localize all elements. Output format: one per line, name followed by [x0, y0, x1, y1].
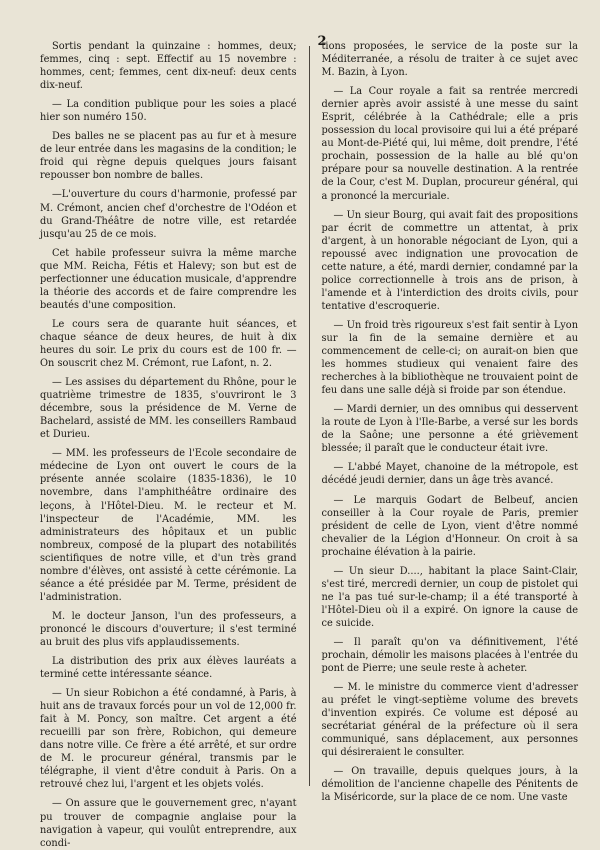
news-item: — MM. les professeurs de l'Ecole secondaire de médecine de Lyon ont ouvert le cours de la présente année scolaire (1835-1836), le 10 novembre, dans l'amphithéâtre ordinaire des leçons, à l'Hôtel-Dieu. M. le recteur et M. l'inspecteur de l'Académie, MM. les administrateurs des hôpitaux et un public nombreux, composé de la plupart des notabilités scientifiques de notre ville, et d'un très grand nombre d'élèves, ont assisté à cette cérémonie. La séance a été présidée par M. Terme, président de l'administration. — [40, 448, 297, 603]
column-divider — [309, 46, 310, 786]
news-item: Cet habile professeur suivra la même marche que MM. Reicha, Fétis et Halevy; son but est de perfectionner une éducation musicale, d'apprendre la théorie des accords et de faire comprendre les beautés d'une composition. — [40, 247, 297, 311]
page-number: 2 — [317, 34, 327, 49]
news-item: M. le docteur Janson, l'un des professeurs, a prononcé le discours d'ouverture; il s'est terminé au bruit des plus vifs applaudissements. — [40, 610, 297, 648]
right-column — [321, 40, 579, 804]
news-item: — Il paraît qu'on va définitivement, l'été prochain, démolir les maisons placées à l'entrée du pont de Pierre; une seule reste à acheter. — [321, 636, 579, 675]
news-item: — Mardi dernier, un des omnibus qui desservent la route de Lyon à l'Ile-Barbe, a versé sur les bords de la Saône; une personne a été grièvement blessée; il paraît que le conducteur était ivre. — [321, 404, 579, 455]
news-item: — La condition publique pour les soies a placé hier son numéro 150. — [40, 99, 297, 124]
news-item: Sortis pendant la quinzaine : hommes, deux; femmes, cinq : sept. Effectif au 15 novembre : hommes, cent; femmes, cent dix-neuf: deux cents dix-neuf. — [40, 41, 297, 92]
left-column — [40, 40, 297, 849]
columns — [40, 40, 579, 849]
news-item: Des balles ne se placent pas au fur et à mesure de leur entrée dans les magasins de la condition; le froid qui règne depuis quelques jours faisant repousser bon nombre de balles. — [40, 131, 297, 182]
news-item: — La Cour royale a fait sa rentrée mercredi dernier après avoir assisté à une messe du saint Esprit, célébrée à la Cathédrale; elle a pris possession du local provisoire qui lui a été préparé au Mont-de-Piété qui, lui même, doit prendre, l'été prochain, possession de la halle au blé qu'on prépare pour sa nouvelle destination. A la rentrée de la Cour, c'est M. Duplan, procureur général, qui a prononcé la mercuriale. — [321, 86, 579, 202]
news-item: — Un sieur D...., habitant la place Saint-Clair, s'est tiré, mercredi dernier, un coup de pistolet qui ne l'a pas tué sur-le-champ; il a été transporté à l'Hôtel-Dieu où il a expiré. On ignore la cause de ce suicide. — [321, 565, 579, 629]
news-item: — Un sieur Robichon a été condamné, à Paris, à huit ans de travaux forcés pour un vol de 12,000 fr. fait à M. Poncy, son maître. Cet argent a été recueilli par son frère, Robichon, qui demeure dans notre ville. Ce frère a été arrêté, et sur ordre de M. le procureur général, transmis par le télégraphe, il vient d'être conduit à Paris. On a retrouvé chez lui, l'argent et les objets volés. — [40, 688, 297, 791]
news-item: — On travaille, depuis quelques jours, à la démolition de l'ancienne chapelle des Pénitents de la Miséricorde, sur la place de ce nom. Une vaste — [321, 766, 579, 804]
news-item: Le cours sera de quarante huit séances, et chaque séance de deux heures, de huit à dix heures du soir. Le prix du cours est de 100 fr. — On souscrit chez M. Crémont, rue Lafont, n. 2. — [40, 318, 297, 370]
news-item: —L'ouverture du cours d'harmonie, professé par M. Crémont, ancien chef d'orchestre de l'Odéon et du Grand-Théâtre de notre ville, est retardée jusqu'au 25 de ce mois. — [40, 189, 297, 240]
news-item: — Un sieur Bourg, qui avait fait des propositions par écrit de commettre un attentat, à prix d'argent, à un honorable négociant de Lyon, qui a repoussé avec indignation une provocation de cette nature, a été, mardi dernier, condamné par la police correctionnelle à trois ans de prison, à l'amende et à l'interdiction des droits civils, pour tentative d'escroquerie. — [321, 209, 579, 312]
news-item: La distribution des prix aux élèves lauréats a terminé cette intéressante séance. — [40, 656, 297, 681]
news-item: — Le marquis Godart de Belbeuf, ancien conseiller à la Cour royale de Paris, premier président de celle de Lyon, vient d'être nommé chevalier de la Légion d'Honneur. On croit à sa prochaine élévation à la pairie. — [321, 494, 579, 558]
news-item: — Un froid très rigoureux s'est fait sentir à Lyon sur la fin de la semaine dernière et au commencement de celle-ci; on aurait-on bien que les hommes studieux qui venaient faire des recherches à la bibliothèque ne trouvaient point de feu dans une salle déjà si froide par son étendue. — [321, 319, 579, 397]
news-item: — Les assises du département du Rhône, pour le quatrième trimestre de 1835, s'ouvriront le 3 décembre, sous la présidence de M. Verne de Bachelard, assisté de MM. les conseillers Rambaud et Durieu. — [40, 377, 297, 441]
news-item-continuation: tions proposées, le service de la poste sur la Méditerranée, a résolu de traiter à ce sujet avec M. Bazin, à Lyon. — [321, 41, 579, 79]
news-item: — L'abbé Mayet, chanoine de la métropole, est décédé jeudi dernier, dans un âge très avancé. — [321, 462, 579, 487]
news-item: — On assure que le gouvernement grec, n'ayant pu trouver de compagnie anglaise pour la navigation à vapeur, qui voulût entreprendre, aux condi- — [40, 798, 297, 849]
news-item: — M. le ministre du commerce vient d'adresser au préfet le vingt-septième volume des brevets d'invention expirés. Ce volume est déposé au secrétariat général de la préfecture où il sera communiqué, sans déplacement, aux personnes qui désireraient le consulter. — [321, 682, 579, 759]
